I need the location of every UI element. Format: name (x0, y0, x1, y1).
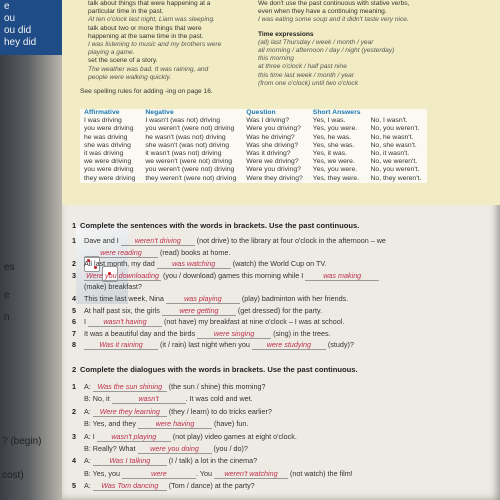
grammar-line: happening at the same time in the past. (88, 32, 204, 40)
grammar-example: The weather was bad. It was raining, and (88, 65, 209, 73)
prompt-text: I (84, 317, 88, 327)
conjugation-cell: Were you driving? (246, 166, 301, 174)
grammar-box (62, 0, 500, 205)
conjugation-cell: No, we weren't. (370, 158, 418, 166)
prompt-text: (make) breakfast? (84, 282, 142, 292)
prev-letter: es (4, 262, 15, 273)
prompt-text: (not drive) to the library at four o'clock in the afternoon – we (194, 236, 386, 245)
prev-fragment: e (4, 1, 10, 12)
grammar-example: I was listening to music and my brothers were (88, 41, 222, 49)
item-number: 2 (72, 259, 76, 269)
conjugation-cell: she was driving (84, 141, 131, 149)
prompt-text: It was a beautiful day and the birds (84, 328, 198, 338)
conjugation-cell: you weren't (were not) driving (145, 166, 235, 174)
item-number: 2 (72, 406, 76, 416)
prompt-text: B: Yes, and they (84, 419, 138, 429)
conjugation-cell: they were driving (84, 174, 136, 182)
exercise-line (84, 294, 348, 304)
exercise-line (84, 271, 379, 281)
item-number: 1 (72, 236, 76, 245)
conjugation-header-row (80, 109, 427, 117)
exercise-line (84, 340, 354, 350)
header-question: Question (246, 109, 276, 116)
conjugation-row (80, 175, 427, 183)
exercise-line (84, 469, 353, 479)
answer-blank[interactable]: Was it raining (84, 340, 158, 350)
prompt-text: (they / learn) to do tricks earlier? (166, 406, 272, 416)
answer-blank[interactable]: was watching (157, 259, 231, 269)
conjugation-cell: Was it driving? (246, 150, 291, 158)
exercise-line (84, 259, 326, 269)
item-number: 8 (72, 340, 76, 350)
conjugation-cell: No, they weren't. (370, 174, 422, 182)
prompt-text: (sing) in the trees. (271, 328, 331, 338)
prompt-text: (play) badminton with her friends. (239, 294, 349, 303)
conjugation-row (80, 142, 427, 150)
time-expression: at three o'clock / half past nine (258, 63, 347, 71)
exercise-1-number: 1 (72, 221, 77, 230)
answer-blank[interactable]: Was I talking (93, 456, 167, 466)
prompt-text: . You (195, 468, 214, 478)
conjugation-cell: No, I wasn't. (370, 117, 408, 125)
answer-blank[interactable]: were getting (162, 306, 236, 316)
answer-blank[interactable]: were having (138, 419, 212, 429)
stative-example: I was eating some soup and it didn't taste very nice. (258, 16, 409, 24)
exercise-line (84, 306, 322, 316)
grammar-right (258, 0, 488, 88)
prompt-text: A: I (84, 431, 97, 441)
exercise-line (84, 407, 272, 417)
time-expression: (all) last Thursday / week / month / year (258, 38, 374, 46)
prompt-text: (not have) my breakfast at nine o'clock – I was at school. (162, 317, 345, 327)
conjugation-cell: Yes, I was. (312, 117, 346, 125)
conjugation-cell: No, it wasn't. (370, 150, 410, 158)
prompt-text: All last month, my dad (84, 259, 157, 269)
conjugation-cell: he was driving (84, 133, 128, 141)
prompt-text: (not play) video games at eight o'clock. (170, 431, 297, 441)
prompt-text: A: (84, 382, 93, 391)
answer-blank[interactable]: Were you downloading (86, 270, 159, 280)
time-expressions-heading: Time expressions (258, 30, 314, 38)
exercise-line (84, 456, 257, 466)
item-number: 7 (72, 328, 76, 338)
conjugation-cell: you were driving (84, 125, 134, 133)
exercise-line (84, 394, 253, 404)
grammar-example: At ten o'clock last night, Liam was sleeping. (88, 16, 215, 24)
prompt-text: (get dressed) for the party. (235, 305, 323, 315)
time-expression: this time last week / month / year (258, 71, 355, 79)
prompt-text: B: Yes, you (84, 468, 122, 478)
item-number: 5 (72, 481, 76, 491)
exercise-line (84, 419, 248, 429)
conjugation-cell: Yes, you were. (312, 125, 358, 133)
prompt-text: (you / do)? (211, 444, 248, 453)
exercise-line (84, 317, 344, 327)
conjugation-cell: they weren't (were not) driving (145, 174, 237, 182)
answer-blank[interactable]: were reading (84, 248, 158, 258)
prev-fragment: ? (begin) (2, 436, 42, 447)
spelling-note: See spelling rules for adding -ing on page 16. (80, 88, 213, 95)
prompt-text: (it / rain) last night when you (158, 340, 252, 350)
conjugation-cell: it was driving (84, 150, 124, 158)
exercise-line (84, 236, 386, 246)
conjugation-cell: No, you weren't. (370, 166, 420, 174)
answer-blank[interactable]: was making (305, 271, 379, 281)
conjugation-cell: No, she wasn't. (370, 141, 417, 149)
conjugation-cell: I was driving (84, 117, 122, 125)
prev-fragment: hey did (4, 37, 37, 48)
answer-blank[interactable]: were singing (197, 329, 271, 339)
answer-blank[interactable]: weren't watching (214, 469, 288, 479)
prompt-text: Dave and I (84, 236, 121, 245)
workbook-page (62, 0, 500, 500)
exercise-line (84, 481, 255, 491)
conjugation-cell: No, he wasn't. (370, 133, 414, 141)
prompt-text: (Tom / dance) at the party? (166, 481, 255, 491)
exercise-line (84, 329, 331, 339)
conjugation-cell: Yes, they were. (312, 174, 360, 182)
answer-blank[interactable]: were (122, 469, 196, 479)
stative-note: We don't use the past continuous with stative verbs, (258, 0, 410, 7)
exercise-1-instruction: Complete the sentences with the words in brackets. Use the past continuous. (80, 221, 360, 230)
prompt-text: (read) books at home. (158, 247, 231, 257)
conjugation-cell: No, you weren't. (370, 125, 420, 133)
conjugation-cell: Yes, he was. (312, 133, 352, 141)
conjugation-cell: we were driving (84, 158, 132, 166)
prev-fragment: cost) (2, 470, 24, 481)
conjugation-cell: I wasn't (was not) driving (145, 117, 220, 125)
item-number: 5 (72, 305, 76, 315)
conjugation-table (80, 109, 427, 183)
exercise-2-instruction: Complete the dialogues with the words in brackets. Use the past continuous. (80, 365, 358, 374)
exercise-line (84, 432, 297, 442)
prompt-text: A: (84, 406, 93, 416)
header-short-answers: Short Answers (312, 109, 361, 116)
header-affirmative: Affirmative (84, 109, 120, 116)
conjugation-cell: Was I driving? (246, 117, 290, 125)
answer-blank[interactable]: Was the sun shining (93, 382, 167, 392)
conjugation-cell: Yes, it was. (312, 150, 347, 158)
grammar-line: set the scene of a story. (88, 57, 158, 65)
conjugation-row (80, 166, 427, 174)
conjugation-cell: Were you driving? (246, 125, 301, 133)
item-number: 3 (72, 270, 76, 280)
prompt-text: (I / talk) a lot in the cinema? (166, 456, 258, 466)
prompt-text: . It was cold and wet. (185, 394, 253, 404)
grammar-line: particular time in the past. (88, 8, 164, 16)
grammar-example: people were walking quickly. (88, 73, 172, 81)
conjugation-row (80, 125, 427, 133)
conjugation-row (80, 158, 427, 166)
conjugation-cell: Was he driving? (246, 133, 295, 141)
exercise-line (84, 444, 248, 454)
prompt-text: (the sun / shine) this morning? (166, 382, 266, 391)
prompt-text: (study)? (325, 340, 354, 350)
prompt-text: B: No, it (84, 394, 112, 404)
previous-page-header-band (0, 0, 62, 55)
item-number: 4 (72, 294, 76, 303)
conjugation-cell: you weren't (were not) driving (145, 125, 235, 133)
grammar-line: talk about things that were happening at a (88, 0, 211, 7)
conjugation-cell: Was she driving? (246, 141, 299, 149)
conjugation-cell: Were they driving? (246, 174, 303, 182)
conjugation-cell: Yes, you were. (312, 166, 358, 174)
conjugation-cell: it wasn't (was not) driving (145, 150, 222, 158)
answer-blank[interactable]: Were they learning (93, 407, 167, 417)
header-negative: Negative (145, 109, 174, 116)
prompt-text: A: (84, 456, 93, 466)
item-number: 6 (72, 317, 76, 327)
prompt-text: At half past six, the girls (84, 305, 162, 315)
answer-blank[interactable]: Was Tom dancing (93, 481, 167, 491)
time-expression: (from one o'clock) until two o'clock (258, 79, 358, 87)
exercise-line (84, 248, 230, 258)
prompt-text: This time last week, Nina (84, 294, 166, 303)
conjugation-cell: she wasn't (was not) driving (145, 141, 230, 149)
conjugation-cell: he wasn't (was not) driving (145, 133, 226, 141)
answer-blank[interactable]: were studying (252, 340, 326, 350)
prev-fragment: ou did (4, 25, 32, 36)
stative-note: even when they have a continuing meaning. (258, 8, 387, 16)
grammar-uses (80, 0, 270, 82)
conjugation-row (80, 117, 427, 125)
conjugation-cell: we weren't (were not) driving (145, 158, 233, 166)
conjugation-cell: you were driving (84, 166, 134, 174)
time-expression: this morning (258, 55, 294, 63)
answer-blank[interactable]: wasn't playing (97, 432, 171, 442)
item-number: 3 (72, 431, 76, 441)
exercise-2-number: 2 (72, 365, 77, 374)
answer-blank[interactable]: wasn't (112, 394, 186, 404)
answer-blank[interactable]: was playing (166, 294, 240, 304)
answer-blank[interactable]: were you doing (138, 444, 212, 454)
conjugation-row (80, 134, 427, 142)
exercise-line (84, 282, 142, 291)
item-number: 4 (72, 456, 76, 466)
previous-page-edge (0, 0, 62, 500)
prompt-text: (you / download) games this morning while I (161, 270, 306, 280)
exercise-line (84, 382, 265, 392)
prompt-text: (watch) the World Cup on TV. (230, 259, 327, 269)
conjugation-cell: Were we driving? (246, 158, 299, 166)
answer-blank[interactable]: wasn't having (88, 317, 162, 327)
conjugation-cell: Yes, we were. (312, 158, 355, 166)
prev-letter: e (4, 290, 10, 301)
prompt-text: (have) fun. (211, 419, 249, 429)
prompt-text: A: (84, 481, 93, 491)
prev-fragment: ou (4, 13, 16, 24)
item-number: 1 (72, 382, 76, 391)
conjugation-row (80, 150, 427, 158)
header-empty (367, 109, 428, 117)
conjugation-body (80, 117, 427, 183)
answer-blank[interactable]: weren't driving (121, 236, 195, 246)
prompt-text: (not watch) the film! (287, 468, 353, 478)
grammar-line: talk about two or more things that were (88, 24, 202, 32)
conjugation-cell: Yes, she was. (312, 141, 355, 149)
time-expression: all morning / afternoon / day / night (yesterday) (258, 47, 395, 55)
prev-letter: n (4, 312, 10, 323)
prompt-text: B: Really? What (84, 444, 138, 453)
grammar-example: playing a game. (88, 49, 135, 57)
